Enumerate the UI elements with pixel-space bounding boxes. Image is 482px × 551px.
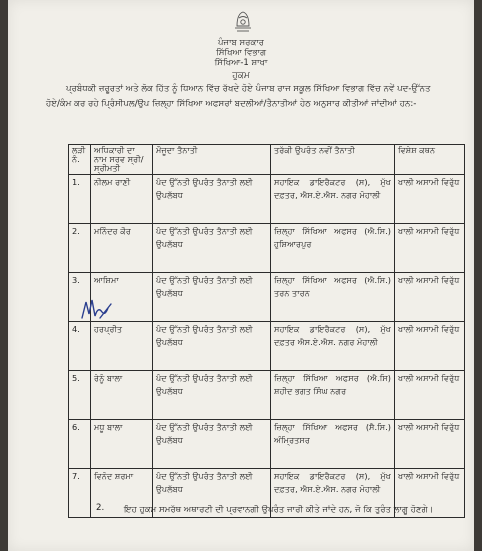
cell-current: ਪੰਦ ਉੱਨਤੀ ਉਪਰੰਤ ਤੈਨਾਤੀ ਲਈ ਉਪਲੱਬਧ	[153, 273, 271, 322]
cell-posting: ਸਹਾਇਕ ਡਾਇਰੈਕਟਰ (ਸ), ਮੁੱਖ ਦਫ਼ਤਰ, ਐਸ.ਏ.ਐਸ. ਨਗਰ ਮੋਹਾਲੀ	[271, 175, 395, 224]
cell-posting: ਸਹਾਇਕ ਡਾਇਰੈਕਟਰ (ਸ), ਮੁੱਖ ਦਫ਼ਤਰ ਐਸ.ਏ.ਐਸ. ਨਗਰ ਮੋਹਾਲੀ	[271, 322, 395, 371]
header-line-3: ਸਿੱਖਿਆ-1 ਸ਼ਾਖਾ	[214, 58, 268, 68]
cell-current: ਪੰਦ ਉੱਨਤੀ ਉਪਰੰਤ ਤੈਨਾਤੀ ਲਈ ਉਪਲੱਬਧ	[153, 420, 271, 469]
cell-posting: ਜ਼ਿਲ੍ਹਾ ਸਿੱਖਿਆ ਅਫਸਰ (ਸੈ.ਸਿ.) ਅੰਮ੍ਰਿਤਸਰ	[271, 420, 395, 469]
cell-serial: 3.	[69, 273, 91, 322]
cell-name: ਮਨਿੰਦਰ ਕੌਰ	[91, 224, 153, 273]
initials-signature-icon	[80, 296, 114, 324]
header-name: ਅਧਿਕਾਰੀ ਦਾ ਨਾਮ ਸਰਵ ਸ੍ਰੀ/ਸ੍ਰੀਮਤੀ	[91, 145, 153, 175]
header-line-1: ਪੰਜਾਬ ਸਰਕਾਰ	[218, 38, 264, 48]
cell-name: ਮਧੂ ਬਾਲਾ	[91, 420, 153, 469]
cell-remark: ਖਾਲੀ ਅਸਾਮੀ ਵਿਰੁੱਧ	[395, 273, 465, 322]
cell-serial: 2.	[69, 224, 91, 273]
header-serial: ਲੜੀ ਨੰ.	[69, 145, 91, 175]
cell-serial: 4.	[69, 322, 91, 371]
cell-current: ਪੰਦ ਉੱਨਤੀ ਉਪਰੰਤ ਤੈਨਾਤੀ ਲਈ ਉਪਲੱਬਧ	[153, 469, 271, 518]
footer-text: ਇਹ ਹੁਕਮ ਸਮਰੱਥ ਅਥਾਰਟੀ ਦੀ ਪ੍ਰਵਾਨਗੀ ਉਪਰੰਤ ਜਾਰੀ ਕੀਤੇ ਜਾਂਦੇ ਹਨ, ਜੋ ਕਿ ਤੁਰੰਤ ਲਾਗੂ ਹੋਣਗੇ।	[124, 505, 434, 515]
cell-serial: 7.	[69, 469, 91, 518]
cell-current: ਪੰਦ ਉੱਨਤੀ ਉਪਰੰਤ ਤੈਨਾਤੀ ਲਈ ਉਪਲੱਬਧ	[153, 322, 271, 371]
table-header-row	[69, 145, 465, 175]
document-page	[8, 0, 474, 551]
cell-current: ਪੰਦ ਉੱਨਤੀ ਉਪਰੰਤ ਤੈਨਾਤੀ ਲਈ ਉਪਲੱਬਧ	[153, 175, 271, 224]
cell-serial: 1.	[69, 175, 91, 224]
cell-remark: ਖਾਲੀ ਅਸਾਮੀ ਵਿਰੁੱਧ	[395, 469, 465, 518]
cell-serial: 6.	[69, 420, 91, 469]
table-row	[69, 322, 465, 371]
cell-remark: ਖਾਲੀ ਅਸਾਮੀ ਵਿਰੁੱਧ	[395, 322, 465, 371]
cell-remark: ਖਾਲੀ ਅਸਾਮੀ ਵਿਰੁੱਧ	[395, 371, 465, 420]
cell-remark: ਖਾਲੀ ਅਸਾਮੀ ਵਿਰੁੱਧ	[395, 175, 465, 224]
cell-name: ਆਸ਼ਿਮਾ	[91, 273, 153, 322]
header-line-2: ਸਿੱਖਿਆ ਵਿਭਾਗ	[215, 48, 267, 58]
intro-paragraph	[46, 82, 446, 112]
table-row	[69, 420, 465, 469]
header-new-posting: ਤਰੱਕੀ ਉਪਰੰਤ ਨਵੀਂ ਤੈਨਾਤੀ	[271, 145, 395, 175]
cell-posting: ਜ਼ਿਲ੍ਹਾ ਸਿੱਖਿਆ ਅਫਸਰ (ਐ.ਸਿ) ਸ਼ਹੀਦ ਭਗਤ ਸਿੰਘ ਨਗਰ	[271, 371, 395, 420]
cell-serial: 5.	[69, 371, 91, 420]
header-current-posting: ਮੌਜੂਦਾ ਤੈਨਾਤੀ	[153, 145, 271, 175]
intro-text: ਪ੍ਰਬੰਧਕੀ ਜ਼ਰੂਰਤਾਂ ਅਤੇ ਲੋਕ ਹਿੱਤ ਨੂੰ ਧਿਆਨ ਵਿੱਚ ਰੱਖਦੇ ਹੋਏ ਪੰਜਾਬ ਰਾਜ ਸਕੂਲ ਸਿੱਖਿਆ ਵਿਭਾਗ ਵਿੱਚ ਨਵੇਂ ਪਦ-ਉੱਨਤ ਹੋਏ/ਕੰਮ ਕਰ ਰਹੇ ਪ੍ਰਿੰਸੀਪਲ/ਉਪ ਜ਼ਿਲ੍ਹਾ ਸਿੱਖਿਆ ਅਫਸਰਾਂ ਬਦਲੀਆਂ/ਤੈਨਾਤੀਆਂ ਹੇਠ ਅਨੁਸਾਰ ਕੀਤੀਆਂ ਜਾਂਦੀਆਂ ਹਨ:-	[46, 84, 431, 109]
cell-posting: ਜ਼ਿਲ੍ਹਾ ਸਿੱਖਿਆ ਅਫਸਰ (ਐ.ਸਿ.) ਹੁਸ਼ਿਆਰਪੁਰ	[271, 224, 395, 273]
cell-name: ਨੀਲਮ ਰਾਣੀ	[91, 175, 153, 224]
footer-number: 2.	[96, 503, 105, 513]
header-remarks: ਵਿਸ਼ੇਸ਼ ਕਥਨ	[395, 145, 465, 175]
order-title: ਹੁਕਮ	[232, 71, 250, 81]
postings-table	[68, 144, 465, 518]
cell-posting: ਸਹਾਇਕ ਡਾਇਰੈਕਟਰ (ਸ), ਮੁੱਖ ਦਫ਼ਤਰ, ਐਸ.ਏ.ਐਸ. ਨਗਰ ਮੋਹਾਲੀ	[271, 469, 395, 518]
cell-name: ਵਿਨੋਦ ਸ਼ਰਮਾ	[91, 469, 153, 518]
table-row	[69, 371, 465, 420]
table-row	[69, 175, 465, 224]
table-row	[69, 224, 465, 273]
table-row	[69, 273, 465, 322]
state-emblem-icon	[230, 6, 256, 34]
cell-posting: ਜ਼ਿਲ੍ਹਾ ਸਿੱਖਿਆ ਅਫਸਰ (ਐ.ਸਿ.) ਤਰਨ ਤਾਰਨ	[271, 273, 395, 322]
cell-current: ਪੰਦ ਉੱਨਤੀ ਉਪਰੰਤ ਤੈਨਾਤੀ ਲਈ ਉਪਲੱਬਧ	[153, 371, 271, 420]
cell-current: ਪੰਦ ਉੱਨਤੀ ਉਪਰੰਤ ਤੈਨਾਤੀ ਲਈ ਉਪਲੱਬਧ	[153, 224, 271, 273]
cell-name: ਰੇਨੂੰ ਬਾਲਾ	[91, 371, 153, 420]
cell-name: ਹਰਪ੍ਰੀਤ	[91, 322, 153, 371]
cell-remark: ਖਾਲੀ ਅਸਾਮੀ ਵਿਰੁੱਧ	[395, 224, 465, 273]
cell-remark: ਖਾਲੀ ਅਸਾਮੀ ਵਿਰੁੱਧ	[395, 420, 465, 469]
footer-paragraph	[94, 503, 444, 518]
